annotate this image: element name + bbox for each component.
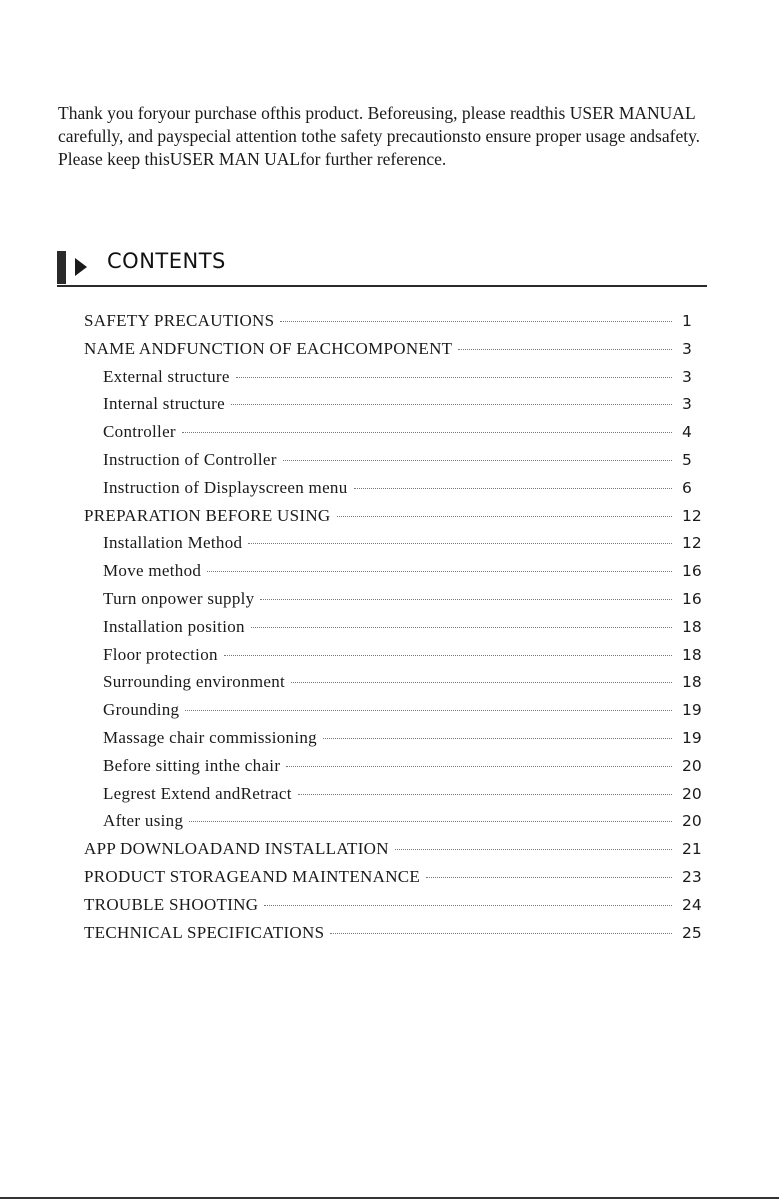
toc-entry-label: TECHNICAL SPECIFICATIONS (84, 922, 325, 942)
toc-page-number: 23 (682, 867, 702, 886)
toc-page-number: 3 (682, 367, 692, 386)
toc-entry-label: Internal structure (103, 394, 225, 414)
toc-entry[interactable] (84, 672, 712, 700)
toc-entry-label: Massage chair commissioning (103, 727, 317, 747)
toc-entry[interactable] (84, 617, 712, 645)
toc-page-number: 12 (682, 534, 702, 553)
toc-dot-leader (426, 877, 672, 878)
toc-dot-leader (185, 710, 672, 711)
toc-page-number: 24 (682, 895, 702, 914)
toc-dot-leader (323, 738, 672, 739)
intro-reference-note: Please keep thisUSER MAN UALfor further reference. (58, 149, 447, 169)
toc-page-number: 20 (682, 784, 702, 803)
toc-dot-leader (207, 571, 672, 572)
toc-page-number: 18 (682, 673, 702, 692)
toc-entry-label: PRODUCT STORAGEAND MAINTENANCE (84, 866, 421, 886)
toc-entry[interactable] (84, 422, 712, 450)
toc-page-number: 21 (682, 840, 702, 859)
toc-entry-label: Before sitting inthe chair (103, 755, 281, 775)
toc-entry[interactable] (84, 811, 712, 839)
contents-title: CONTENTS (107, 249, 226, 273)
contents-heading (57, 249, 707, 289)
toc-page-number: 16 (682, 562, 702, 581)
toc-entry-label: SAFETY PRECAUTIONS (84, 311, 275, 330)
toc-entry-label: PREPARATION BEFORE USING (84, 505, 331, 525)
toc-page-number: 3 (682, 339, 692, 358)
toc-entry[interactable] (84, 311, 712, 339)
toc-page-number: 18 (682, 645, 702, 664)
toc-entry[interactable] (84, 394, 712, 422)
toc-dot-leader (189, 821, 672, 822)
toc-page-number: 4 (682, 423, 692, 442)
toc-dot-leader (291, 682, 672, 683)
toc-page-number: 3 (682, 395, 692, 414)
toc-entry[interactable] (84, 561, 712, 589)
toc-page-number: 20 (682, 812, 702, 831)
toc-dot-leader (264, 905, 672, 906)
toc-dot-leader (248, 543, 672, 544)
toc-page-number: 18 (682, 617, 702, 636)
toc-entry-label: TROUBLE SHOOTING (84, 894, 259, 914)
toc-dot-leader (286, 766, 672, 767)
toc-entry[interactable] (84, 645, 712, 673)
toc-entry[interactable] (84, 589, 712, 617)
page-bottom-divider (0, 1197, 779, 1199)
play-arrow-icon (75, 258, 87, 276)
toc-entry[interactable] (84, 756, 712, 784)
toc-entry[interactable] (84, 784, 712, 812)
toc-entry[interactable] (84, 867, 712, 895)
toc-entry[interactable] (84, 895, 712, 923)
toc-entry[interactable] (84, 923, 712, 951)
toc-entry[interactable] (84, 506, 712, 534)
toc-dot-leader (298, 794, 672, 795)
toc-dot-leader (251, 627, 672, 628)
toc-entry[interactable] (84, 700, 712, 728)
table-of-contents (84, 311, 712, 950)
toc-page-number: 20 (682, 756, 702, 775)
toc-entry-label: Installation Method (103, 533, 243, 553)
heading-block-icon (57, 251, 66, 284)
toc-dot-leader (330, 933, 672, 934)
toc-entry-label: Instruction of Controller (103, 449, 277, 469)
toc-dot-leader (182, 432, 672, 433)
toc-entry[interactable] (84, 728, 712, 756)
toc-page-number: 19 (682, 728, 702, 747)
toc-entry-label: Move method (103, 561, 202, 581)
intro-paragraph: Thank you foryour purchase ofthis product. Beforeusing, please readthis USER MANUAL carefully, and payspecial attention tothe safety precautionsto ensure proper usage andsafety. (58, 103, 701, 146)
toc-entry-label: After using (103, 811, 184, 831)
toc-entry-label: Grounding (103, 700, 180, 720)
toc-dot-leader (283, 460, 672, 461)
toc-entry-label: Instruction of Displayscreen menu (103, 477, 348, 497)
toc-entry-label: Turn onpower supply (103, 588, 255, 608)
toc-dot-leader (231, 404, 672, 405)
toc-dot-leader (280, 321, 672, 322)
intro-text (58, 102, 718, 171)
toc-entry-label: Installation position (103, 616, 245, 636)
toc-dot-leader (260, 599, 672, 600)
toc-page-number: 1 (682, 312, 692, 330)
toc-page-number: 16 (682, 589, 702, 608)
toc-dot-leader (224, 655, 672, 656)
toc-dot-leader (395, 849, 672, 850)
toc-entry-label: Legrest Extend andRetract (103, 783, 292, 803)
toc-entry-label: Controller (103, 422, 176, 442)
toc-page-number: 12 (682, 506, 702, 525)
toc-entry-label: NAME ANDFUNCTION OF EACHCOMPONENT (84, 338, 453, 358)
toc-entry[interactable] (84, 533, 712, 561)
toc-page-number: 25 (682, 923, 702, 942)
toc-dot-leader (236, 377, 672, 378)
toc-page-number: 6 (682, 478, 692, 497)
toc-page-number: 19 (682, 701, 702, 720)
toc-entry-label: Surrounding environment (103, 672, 286, 692)
toc-entry[interactable] (84, 839, 712, 867)
toc-entry[interactable] (84, 367, 712, 395)
toc-page-number: 5 (682, 450, 692, 469)
toc-dot-leader (458, 349, 672, 350)
toc-entry-label: Floor protection (103, 644, 218, 664)
toc-dot-leader (337, 516, 672, 517)
toc-dot-leader (354, 488, 672, 489)
heading-divider (57, 285, 707, 287)
toc-entry[interactable] (84, 450, 712, 478)
toc-entry-label: External structure (103, 366, 230, 386)
toc-entry[interactable] (84, 339, 712, 367)
toc-entry-label: APP DOWNLOADAND INSTALLATION (84, 839, 389, 859)
toc-entry[interactable] (84, 478, 712, 506)
